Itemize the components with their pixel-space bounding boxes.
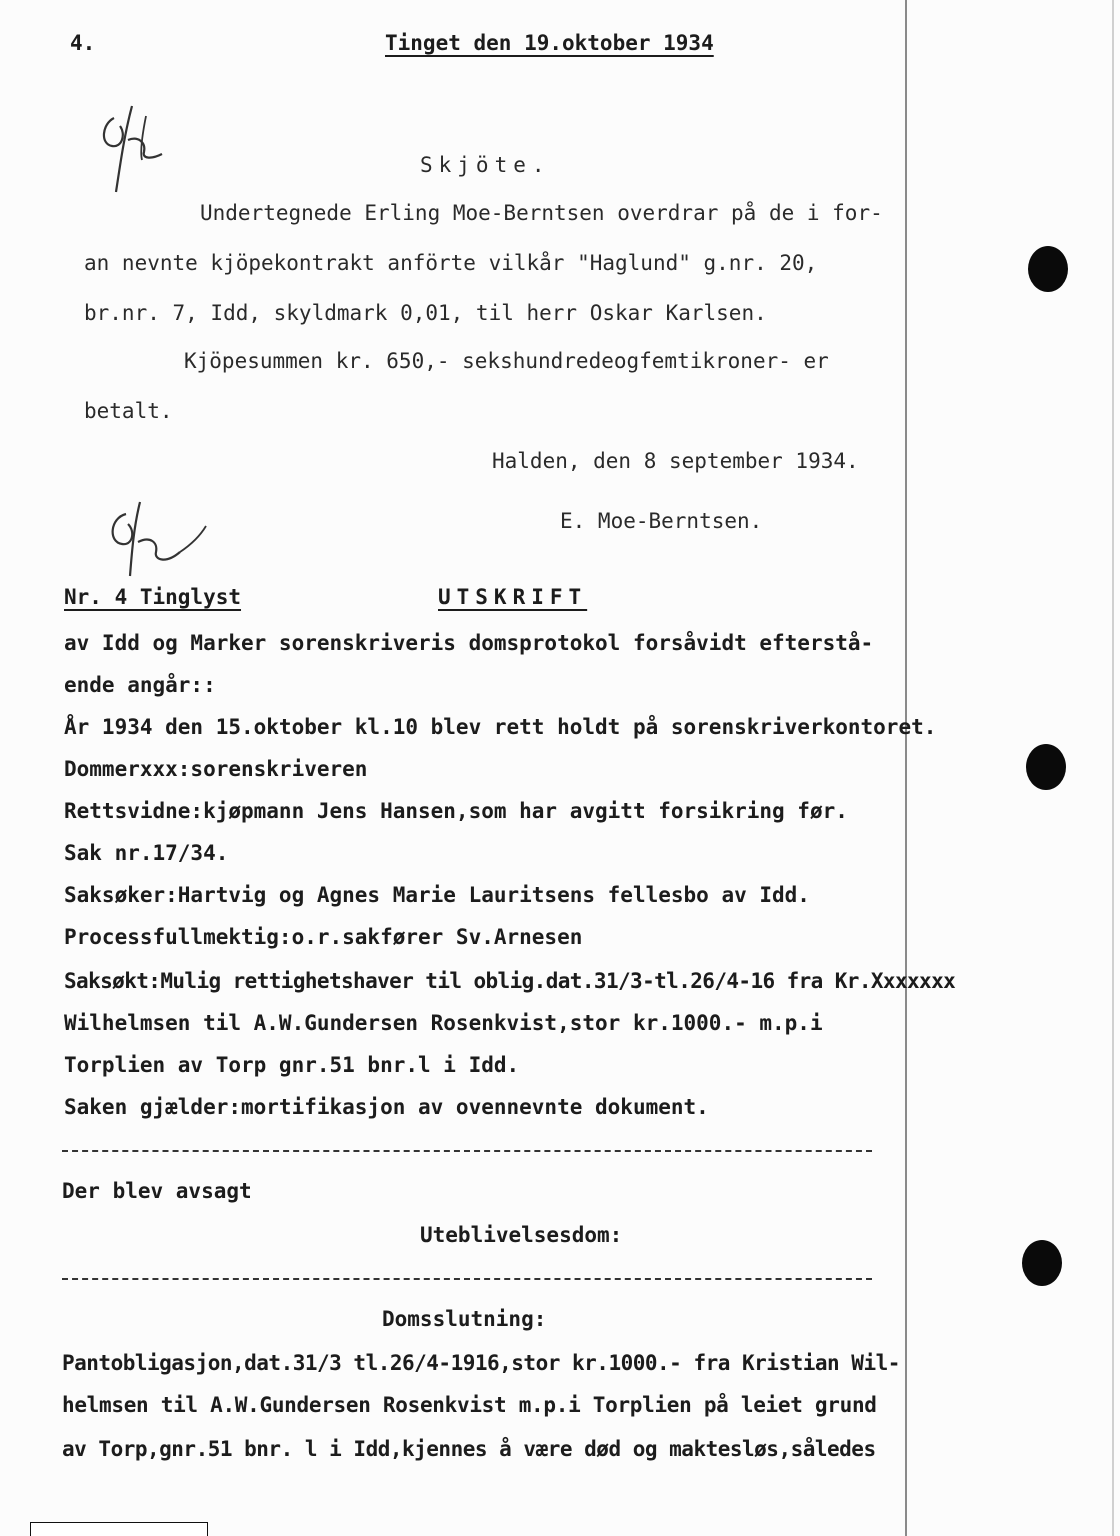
transcript-line-4: Dommerxxx:sorenskriveren: [64, 757, 368, 781]
corner-label-tab: [30, 1522, 208, 1536]
punch-hole-1: [1028, 246, 1068, 292]
transcript-heading: UTSKRIFT: [438, 585, 588, 609]
session-date: Tinget den 19.oktober 1934: [385, 31, 714, 55]
deed-line-4: Kjöpesummen kr. 650,- sekshundredeogfemtikroner- er: [184, 349, 829, 373]
conclusion-line-2: helmsen til A.W.Gundersen Rosenkvist m.p.i Torplien på leiet grund: [62, 1393, 877, 1417]
conclusion-heading: Domsslutning:: [382, 1307, 547, 1331]
verdict-intro: Der blev avsagt: [62, 1179, 252, 1203]
deed-line-2: an nevnte kjöpekontrakt anförte vilkår "Haglund" g.nr. 20,: [84, 251, 818, 275]
punch-hole-2: [1026, 744, 1066, 790]
deed-line-3: br.nr. 7, Idd, skyldmark 0,01, til herr Oskar Karlsen.: [84, 301, 767, 325]
transcript-line-3: År 1934 den 15.oktober kl.10 blev rett holdt på sorenskriverkontoret.: [64, 715, 937, 739]
transcript-line-2: ende angår::: [64, 673, 216, 697]
conclusion-line-3: av Torp,gnr.51 bnr. l i Idd,kjennes å være død og maktesløs,således: [62, 1437, 876, 1461]
separator-dashes-1: [62, 1150, 872, 1152]
transcript-line-12: Saken gjælder:mortifikasjon av ovennevnte dokument.: [64, 1095, 709, 1119]
margin-rule: [905, 0, 907, 1536]
deed-title: Skjöte.: [420, 153, 551, 177]
handwritten-initials-1: [92, 96, 182, 206]
transcript-line-5: Rettsvidne:kjøpmann Jens Hansen,som har avgitt forsikring før.: [64, 799, 848, 823]
transcript-line-7: Saksøker:Hartvig og Agnes Marie Lauritsens fellesbo av Idd.: [64, 883, 810, 907]
transcript-line-6: Sak nr.17/34.: [64, 841, 229, 865]
page-edge: [1112, 0, 1114, 1536]
handwritten-initials-2: [96, 496, 216, 586]
conclusion-line-1: Pantobligasjon,dat.31/3 tl.26/4-1916,stor kr.1000.- fra Kristian Wil-: [62, 1351, 900, 1375]
page-number: 4.: [70, 31, 96, 55]
deed-place-date: Halden, den 8 september 1934.: [492, 449, 859, 473]
transcript-line-9: Saksøkt:Mulig rettighetshaver til oblig.dat.31/3-tl.26/4-16 fra Kr.Xxxxxxx: [64, 969, 956, 993]
punch-hole-3: [1022, 1240, 1062, 1286]
transcript-line-8: Processfullmektig:o.r.sakfører Sv.Arnesen: [64, 925, 583, 949]
registration-number: Nr. 4 Tinglyst: [64, 585, 242, 609]
verdict-heading: Uteblivelsesdom:: [420, 1223, 623, 1247]
separator-dashes-2: [62, 1278, 872, 1280]
deed-signature: E. Moe-Berntsen.: [560, 509, 763, 533]
transcript-line-1: av Idd og Marker sorenskriveris domsprotokol forsåvidt efterstå-: [64, 631, 874, 655]
transcript-line-10: Wilhelmsen til A.W.Gundersen Rosenkvist,stor kr.1000.- m.p.i: [64, 1011, 823, 1035]
transcript-line-11: Torplien av Torp gnr.51 bnr.l i Idd.: [64, 1053, 520, 1077]
deed-line-1: Undertegnede Erling Moe-Berntsen overdrar på de i for-: [200, 201, 883, 225]
deed-line-5: betalt.: [84, 399, 173, 423]
